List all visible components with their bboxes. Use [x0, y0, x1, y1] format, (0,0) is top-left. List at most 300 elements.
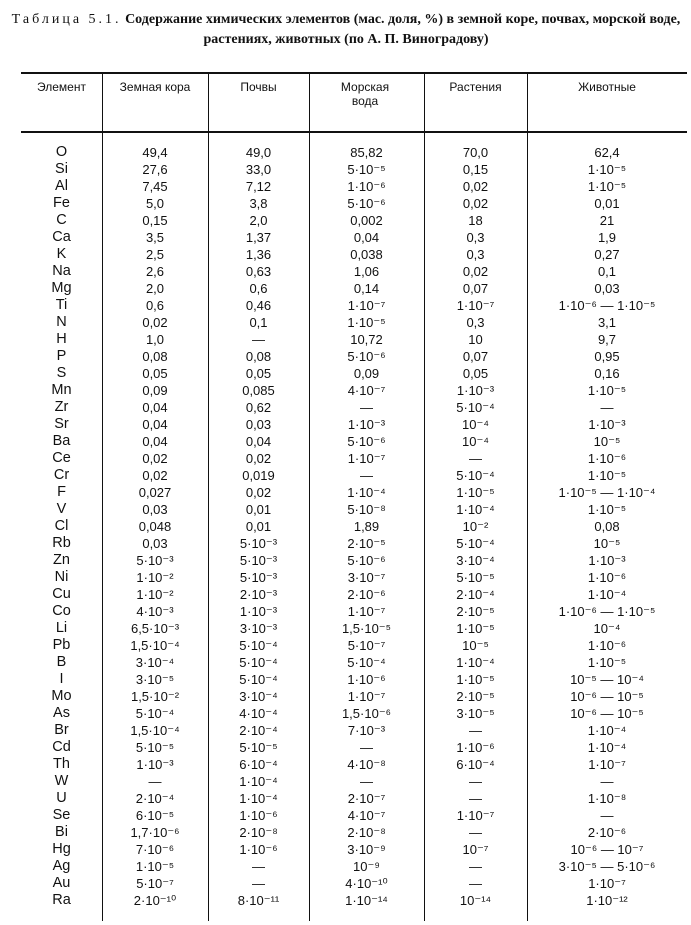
table-row	[21, 246, 687, 263]
soils-cell: 2·10⁻⁸	[239, 825, 278, 840]
soils-cell: 0,08	[245, 349, 272, 364]
soils-cell: 5·10⁻³	[239, 570, 278, 585]
table-row	[21, 790, 687, 807]
earth-crust-cell: 0,08	[142, 349, 168, 364]
sea-water-cell: 85,82	[350, 145, 383, 160]
table-row	[21, 348, 687, 365]
header-bottom-rule	[21, 131, 687, 133]
animals-cell: 2·10⁻⁶	[587, 825, 627, 840]
soils-cell: 5·10⁻³	[239, 553, 278, 568]
earth-crust-cell: 0,04	[142, 400, 168, 415]
header-animals: Животные	[578, 80, 636, 94]
plants-cell: 1·10⁻⁷	[456, 298, 495, 313]
soils-cell: 5·10⁻⁴	[239, 638, 278, 653]
table-row	[21, 297, 687, 314]
sea-water-cell: 0,04	[353, 230, 380, 245]
earth-crust-cell: 1,0	[145, 332, 165, 347]
sea-water-cell: 5·10⁻⁴	[347, 655, 386, 670]
earth-crust-cell: 5·10⁻⁷	[136, 876, 174, 891]
animals-cell: 0,03	[594, 281, 620, 296]
element-cell: Si	[55, 161, 68, 177]
soils-cell: 1·10⁻⁶	[239, 808, 278, 823]
earth-crust-cell: 0,03	[142, 502, 168, 517]
soils-cell: 1·10⁻⁴	[239, 791, 278, 806]
animals-cell: 0,1	[597, 264, 617, 279]
sea-water-cell: 10,72	[350, 332, 383, 347]
soils-cell: 33,0	[245, 162, 272, 177]
sea-water-cell: 2·10⁻⁶	[347, 587, 386, 602]
element-cell: As	[53, 705, 70, 721]
plants-cell: 2·10⁻⁵	[456, 604, 495, 619]
animals-cell: 1·10⁻⁴	[587, 587, 627, 602]
sea-water-cell: 1·10⁻⁵	[347, 315, 386, 330]
table-row	[21, 858, 687, 875]
earth-crust-cell: 7·10⁻⁶	[135, 842, 175, 857]
animals-cell: 1·10⁻⁵ — 1·10⁻⁴	[558, 485, 656, 500]
plants-cell: 0,3	[466, 315, 485, 330]
sea-water-cell: —	[360, 468, 373, 483]
soils-cell: —	[252, 332, 265, 347]
table-row	[21, 178, 687, 195]
earth-crust-cell: 5·10⁻⁴	[135, 706, 175, 721]
sea-water-cell: —	[360, 740, 373, 755]
earth-crust-cell: 5·10⁻³	[136, 553, 174, 568]
soils-cell: 2,0	[249, 213, 268, 228]
table-row	[21, 722, 687, 739]
animals-cell: —	[600, 808, 614, 823]
earth-crust-cell: 2,5	[145, 247, 165, 262]
header-earth-crust: Земная кора	[119, 80, 191, 94]
table-row	[21, 382, 687, 399]
sea-water-cell: 10⁻⁹	[353, 859, 380, 874]
sea-water-cell: 0,038	[350, 247, 383, 262]
plants-cell: 1·10⁻⁵	[456, 621, 495, 636]
plants-cell: 2·10⁻⁵	[456, 689, 495, 704]
table-row	[21, 773, 687, 790]
animals-cell: 1·10⁻⁶ — 1·10⁻⁵	[558, 298, 656, 313]
soils-cell: 0,02	[245, 451, 272, 466]
table-row	[21, 399, 687, 416]
table-row	[21, 416, 687, 433]
animals-cell: 1,9	[597, 230, 617, 245]
soils-cell: 3·10⁻⁴	[239, 689, 278, 704]
sea-water-cell: 1,89	[353, 519, 380, 534]
element-cell: B	[56, 654, 67, 670]
sea-water-cell: 0,002	[350, 213, 383, 228]
plants-cell: 0,07	[462, 349, 489, 364]
plants-cell: 0,02	[462, 179, 489, 194]
plants-cell: 10⁻⁵	[462, 638, 489, 653]
sea-water-cell: 1·10⁻⁷	[347, 604, 386, 619]
sea-water-cell: 1,5·10⁻⁶	[341, 706, 392, 721]
sea-water-cell: 4·10⁻⁸	[347, 757, 386, 772]
element-cell: N	[56, 314, 67, 330]
earth-crust-cell: 0,02	[142, 468, 168, 483]
plants-cell: 1·10⁻⁵	[456, 485, 495, 500]
table-row	[21, 535, 687, 552]
plants-cell: 0,3	[466, 230, 485, 245]
animals-cell: 1·10⁻⁶ — 1·10⁻⁵	[558, 604, 656, 619]
element-cell: Se	[52, 807, 71, 823]
plants-cell: 0,07	[462, 281, 489, 296]
plants-cell: —	[469, 859, 482, 874]
animals-cell: 10⁻⁵	[593, 536, 621, 551]
earth-crust-cell: 0,15	[142, 213, 168, 228]
table-row	[21, 875, 687, 892]
sea-water-cell: 2·10⁻⁷	[347, 791, 386, 806]
plants-cell: 0,3	[466, 247, 485, 262]
animals-cell: 1·10⁻⁵	[587, 179, 627, 194]
plants-cell: 1·10⁻⁵	[456, 672, 495, 687]
sea-water-cell: 5·10⁻⁵	[347, 162, 386, 177]
sea-water-cell: 1·10⁻⁷	[347, 689, 386, 704]
plants-cell: 3·10⁻⁵	[456, 706, 495, 721]
sea-water-cell: 4·10⁻¹⁰	[345, 876, 388, 891]
sea-water-cell: 3·10⁻⁷	[347, 570, 386, 585]
table-row	[21, 450, 687, 467]
plants-cell: 10⁻⁴	[462, 417, 489, 432]
sea-water-cell: 5·10⁻⁸	[347, 502, 386, 517]
table-row	[21, 263, 687, 280]
plants-cell: 10⁻⁴	[462, 434, 489, 449]
element-cell: Li	[55, 620, 68, 636]
plants-cell: 1·10⁻⁷	[456, 808, 495, 823]
sea-water-cell: —	[360, 774, 373, 789]
animals-cell: 1·10⁻⁴	[587, 723, 627, 738]
element-cell: F	[57, 484, 66, 500]
element-cell: Al	[55, 178, 68, 194]
earth-crust-cell: 1,5·10⁻⁴	[130, 723, 180, 738]
table-row	[21, 331, 687, 348]
sea-water-cell: 1,06	[353, 264, 380, 279]
earth-crust-cell: 1·10⁻²	[136, 587, 174, 602]
soils-cell: 5·10⁻³	[239, 536, 278, 551]
earth-crust-cell: 1·10⁻³	[136, 757, 174, 772]
element-cell: Pb	[52, 637, 71, 653]
earth-crust-cell: 3·10⁻⁴	[135, 655, 175, 670]
animals-cell: 1·10⁻⁵	[587, 502, 627, 517]
earth-crust-cell: 0,05	[142, 366, 168, 381]
plants-cell: 0,05	[462, 366, 489, 381]
sea-water-cell: 0,09	[353, 366, 380, 381]
earth-crust-cell: 0,02	[142, 451, 168, 466]
element-cell: Ce	[52, 450, 71, 466]
table-row	[21, 637, 687, 654]
animals-cell: 1·10⁻⁵	[587, 655, 627, 670]
table-row	[21, 620, 687, 637]
table-row	[21, 161, 687, 178]
sea-water-cell: 7·10⁻³	[347, 723, 386, 738]
animals-cell: 10⁻⁴	[593, 621, 621, 636]
earth-crust-cell: 5·10⁻⁵	[135, 740, 175, 755]
plants-cell: 10	[468, 332, 483, 347]
soils-cell: 0,03	[245, 417, 272, 432]
element-cell: Ba	[52, 433, 71, 449]
table-row	[21, 569, 687, 586]
plants-cell: 10⁻¹⁴	[459, 893, 492, 908]
soils-cell: 0,46	[245, 298, 272, 313]
element-cell: Ag	[52, 858, 71, 874]
element-cell: Co	[52, 603, 71, 619]
table-row	[21, 705, 687, 722]
plants-cell: 5·10⁻⁴	[456, 400, 495, 415]
soils-cell: 3,8	[249, 196, 268, 211]
sea-water-cell: 0,14	[353, 281, 380, 296]
plants-cell: 1·10⁻⁴	[456, 655, 495, 670]
sea-water-cell: 1·10⁻⁷	[347, 451, 386, 466]
element-cell: Ca	[52, 229, 71, 245]
plants-cell: —	[469, 774, 482, 789]
soils-cell: 1·10⁻³	[239, 604, 278, 619]
element-cell: W	[54, 773, 69, 789]
earth-crust-cell: 3,5	[145, 230, 165, 245]
soils-cell: —	[252, 859, 265, 874]
sea-water-cell: 1·10⁻⁶	[347, 179, 386, 194]
animals-cell: 1·10⁻⁵	[587, 383, 627, 398]
table-row	[21, 807, 687, 824]
animals-cell: 10⁻⁵ — 10⁻⁴	[570, 672, 644, 687]
earth-crust-cell: 0,048	[138, 519, 172, 534]
sea-water-cell: 2·10⁻⁵	[347, 536, 386, 551]
earth-crust-cell: 49,4	[142, 145, 168, 160]
sea-water-cell: 1·10⁻¹⁴	[345, 893, 388, 908]
plants-cell: 5·10⁻⁴	[456, 468, 495, 483]
soils-cell: 1·10⁻⁴	[239, 774, 278, 789]
table-row	[21, 892, 687, 909]
table-row	[21, 433, 687, 450]
earth-crust-cell: 2·10⁻⁴	[135, 791, 175, 806]
table-number: Таблица 5.1.	[11, 12, 122, 27]
element-cell: Sr	[54, 416, 69, 432]
animals-cell: 0,27	[594, 247, 620, 262]
earth-crust-cell: 27,6	[142, 162, 168, 177]
animals-cell: 10⁻⁶ — 10⁻⁵	[570, 689, 644, 704]
plants-cell: 70,0	[462, 145, 489, 160]
earth-crust-cell: 0,027	[138, 485, 172, 500]
soils-cell: 1,36	[245, 247, 272, 262]
header-sea-water: Морская вода	[340, 80, 390, 108]
element-cell: Fe	[53, 195, 70, 211]
table-row	[21, 365, 687, 382]
earth-crust-cell: 1,7·10⁻⁶	[130, 825, 180, 840]
element-cell: Th	[53, 756, 70, 772]
table-row	[21, 552, 687, 569]
element-cell: Cd	[52, 739, 71, 755]
animals-cell: 1·10⁻⁷	[588, 876, 626, 891]
animals-cell: 1·10⁻⁴	[587, 740, 627, 755]
sea-water-cell: 5·10⁻⁷	[347, 638, 386, 653]
soils-cell: 0,6	[249, 281, 268, 296]
plants-cell: 6·10⁻⁴	[456, 757, 495, 772]
element-cell: Cu	[52, 586, 71, 602]
element-cell: Au	[52, 875, 71, 891]
soils-cell: 0,085	[242, 383, 275, 398]
animals-cell: 21	[599, 213, 615, 228]
sea-water-cell: 3·10⁻⁹	[347, 842, 386, 857]
sea-water-cell: 4·10⁻⁷	[347, 808, 386, 823]
table-row	[21, 144, 687, 161]
animals-cell: 1·10⁻¹²	[586, 893, 628, 908]
soils-cell: 7,12	[245, 179, 272, 194]
element-cell: Rb	[52, 535, 71, 551]
table-row	[21, 467, 687, 484]
plants-cell: —	[469, 451, 482, 466]
plants-cell: 1·10⁻⁴	[456, 502, 495, 517]
plants-cell: —	[469, 876, 482, 891]
element-cell: Mg	[51, 280, 72, 296]
table-row	[21, 280, 687, 297]
element-cell: Cr	[53, 467, 70, 483]
table-row	[21, 501, 687, 518]
header-soils: Почвы	[240, 80, 277, 94]
soils-cell: 1,37	[245, 230, 272, 245]
table-row	[21, 603, 687, 620]
earth-crust-cell: 0,02	[142, 315, 168, 330]
earth-crust-cell: 1,5·10⁻⁴	[130, 638, 180, 653]
soils-cell: 1·10⁻⁶	[239, 842, 278, 857]
sea-water-cell: 1,5·10⁻⁵	[341, 621, 392, 636]
earth-crust-cell: 1,5·10⁻²	[130, 689, 180, 704]
sea-water-cell: 1·10⁻³	[347, 417, 386, 432]
plants-cell: 1·10⁻³	[456, 383, 495, 398]
earth-crust-cell: 0,6	[145, 298, 165, 313]
animals-cell: 62,4	[594, 145, 620, 160]
element-cell: P	[56, 348, 67, 364]
element-cell: Cl	[54, 518, 69, 534]
plants-cell: 10⁻⁷	[462, 842, 489, 857]
plants-cell: 10⁻²	[462, 519, 489, 534]
soils-cell: 0,1	[249, 315, 268, 330]
animals-cell: 1·10⁻⁵	[587, 468, 627, 483]
element-cell: H	[56, 331, 67, 347]
earth-crust-cell: 4·10⁻³	[136, 604, 174, 619]
plants-cell: —	[469, 723, 482, 738]
element-cell: C	[56, 212, 67, 228]
animals-cell: 3·10⁻⁵ — 5·10⁻⁶	[558, 859, 656, 874]
sea-water-cell: 1·10⁻⁷	[347, 298, 386, 313]
earth-crust-cell: 2,0	[145, 281, 165, 296]
table-row	[21, 212, 687, 229]
table-row	[21, 739, 687, 756]
earth-crust-cell: 1·10⁻⁵	[135, 859, 175, 874]
earth-crust-cell: 2,6	[145, 264, 165, 279]
table-row	[21, 314, 687, 331]
soils-cell: 0,04	[245, 434, 272, 449]
element-cell: O	[55, 144, 68, 160]
sea-water-cell: 5·10⁻⁶	[347, 434, 386, 449]
table-row	[21, 756, 687, 773]
animals-cell: 9,7	[597, 332, 617, 347]
plants-cell: 0,02	[462, 196, 489, 211]
element-cell: Na	[52, 263, 71, 279]
animals-cell: 1·10⁻³	[588, 417, 626, 432]
soils-cell: 4·10⁻⁴	[239, 706, 278, 721]
element-cell: I	[59, 671, 64, 687]
element-cell: S	[56, 365, 67, 381]
soils-cell: 0,01	[245, 502, 272, 517]
plants-cell: —	[469, 825, 482, 840]
animals-cell: 1·10⁻⁶	[587, 451, 627, 466]
soils-cell: 5·10⁻⁴	[239, 655, 278, 670]
table-row	[21, 484, 687, 501]
earth-crust-cell: 0,04	[142, 417, 168, 432]
sea-water-cell: —	[360, 400, 373, 415]
table-row	[21, 195, 687, 212]
earth-crust-cell: 6·10⁻⁵	[135, 808, 175, 823]
soils-cell: 0,019	[242, 468, 275, 483]
element-cell: Mo	[51, 688, 72, 704]
animals-cell: 1·10⁻⁷	[588, 757, 626, 772]
soils-cell: 5·10⁻⁵	[239, 740, 278, 755]
table-row	[21, 688, 687, 705]
element-cell: Zn	[53, 552, 70, 568]
animals-cell: 10⁻⁶ — 10⁻⁷	[570, 842, 644, 857]
soils-cell: 0,02	[245, 485, 272, 500]
animals-cell: 1·10⁻³	[588, 553, 626, 568]
element-cell: V	[56, 501, 67, 517]
table-row	[21, 586, 687, 603]
plants-cell: 18	[468, 213, 483, 228]
element-cell: Br	[54, 722, 69, 738]
soils-cell: 2·10⁻⁴	[239, 723, 278, 738]
animals-cell: 1·10⁻⁶	[587, 638, 627, 653]
sea-water-cell: 5·10⁻⁶	[347, 349, 386, 364]
earth-crust-cell: 0,03	[142, 536, 168, 551]
element-cell: Ti	[55, 297, 68, 313]
sea-water-cell: 1·10⁻⁴	[347, 485, 386, 500]
earth-crust-cell: 3·10⁻⁵	[135, 672, 175, 687]
soils-cell: 3·10⁻³	[239, 621, 278, 636]
table-top-rule	[21, 72, 687, 74]
element-cell: K	[56, 246, 67, 262]
plants-cell: 5·10⁻⁵	[456, 570, 495, 585]
table-row	[21, 654, 687, 671]
plants-cell: 0,02	[462, 264, 489, 279]
sea-water-cell: 5·10⁻⁶	[347, 553, 386, 568]
animals-cell: —	[600, 400, 614, 415]
soils-cell: 0,62	[245, 400, 272, 415]
plants-cell: 3·10⁻⁴	[456, 553, 495, 568]
animals-cell: 3,1	[597, 315, 617, 330]
element-cell: Hg	[52, 841, 71, 857]
table-caption	[8, 10, 684, 50]
soils-cell: 0,63	[245, 264, 272, 279]
soils-cell: 2·10⁻³	[239, 587, 278, 602]
table-row	[21, 824, 687, 841]
sea-water-cell: 5·10⁻⁶	[347, 196, 386, 211]
earth-crust-cell: 7,45	[142, 179, 168, 194]
header-plants: Растения	[449, 80, 502, 94]
element-cell: Ni	[54, 569, 69, 585]
animals-cell: 0,95	[594, 349, 620, 364]
table-title: Содержание химических элементов (мас. доля, %) в земной коре, почвах, морской воде, растениях, животных (по А. П. Виноградову)	[125, 12, 681, 47]
animals-cell: 1·10⁻⁸	[587, 791, 627, 806]
table-row	[21, 671, 687, 688]
table-row	[21, 229, 687, 246]
animals-cell: 10⁻⁶ — 10⁻⁵	[570, 706, 644, 721]
table-row	[21, 518, 687, 535]
soils-cell: 0,01	[245, 519, 272, 534]
soils-cell: 5·10⁻⁴	[239, 672, 278, 687]
earth-crust-cell: 0,04	[142, 434, 168, 449]
sea-water-cell: 1·10⁻⁶	[347, 672, 386, 687]
animals-cell: 10⁻⁵	[593, 434, 621, 449]
table-row	[21, 841, 687, 858]
plants-cell: 2·10⁻⁴	[456, 587, 495, 602]
element-cell: Mn	[51, 382, 72, 398]
soils-cell: —	[252, 876, 265, 891]
animals-cell: 0,08	[594, 519, 620, 534]
